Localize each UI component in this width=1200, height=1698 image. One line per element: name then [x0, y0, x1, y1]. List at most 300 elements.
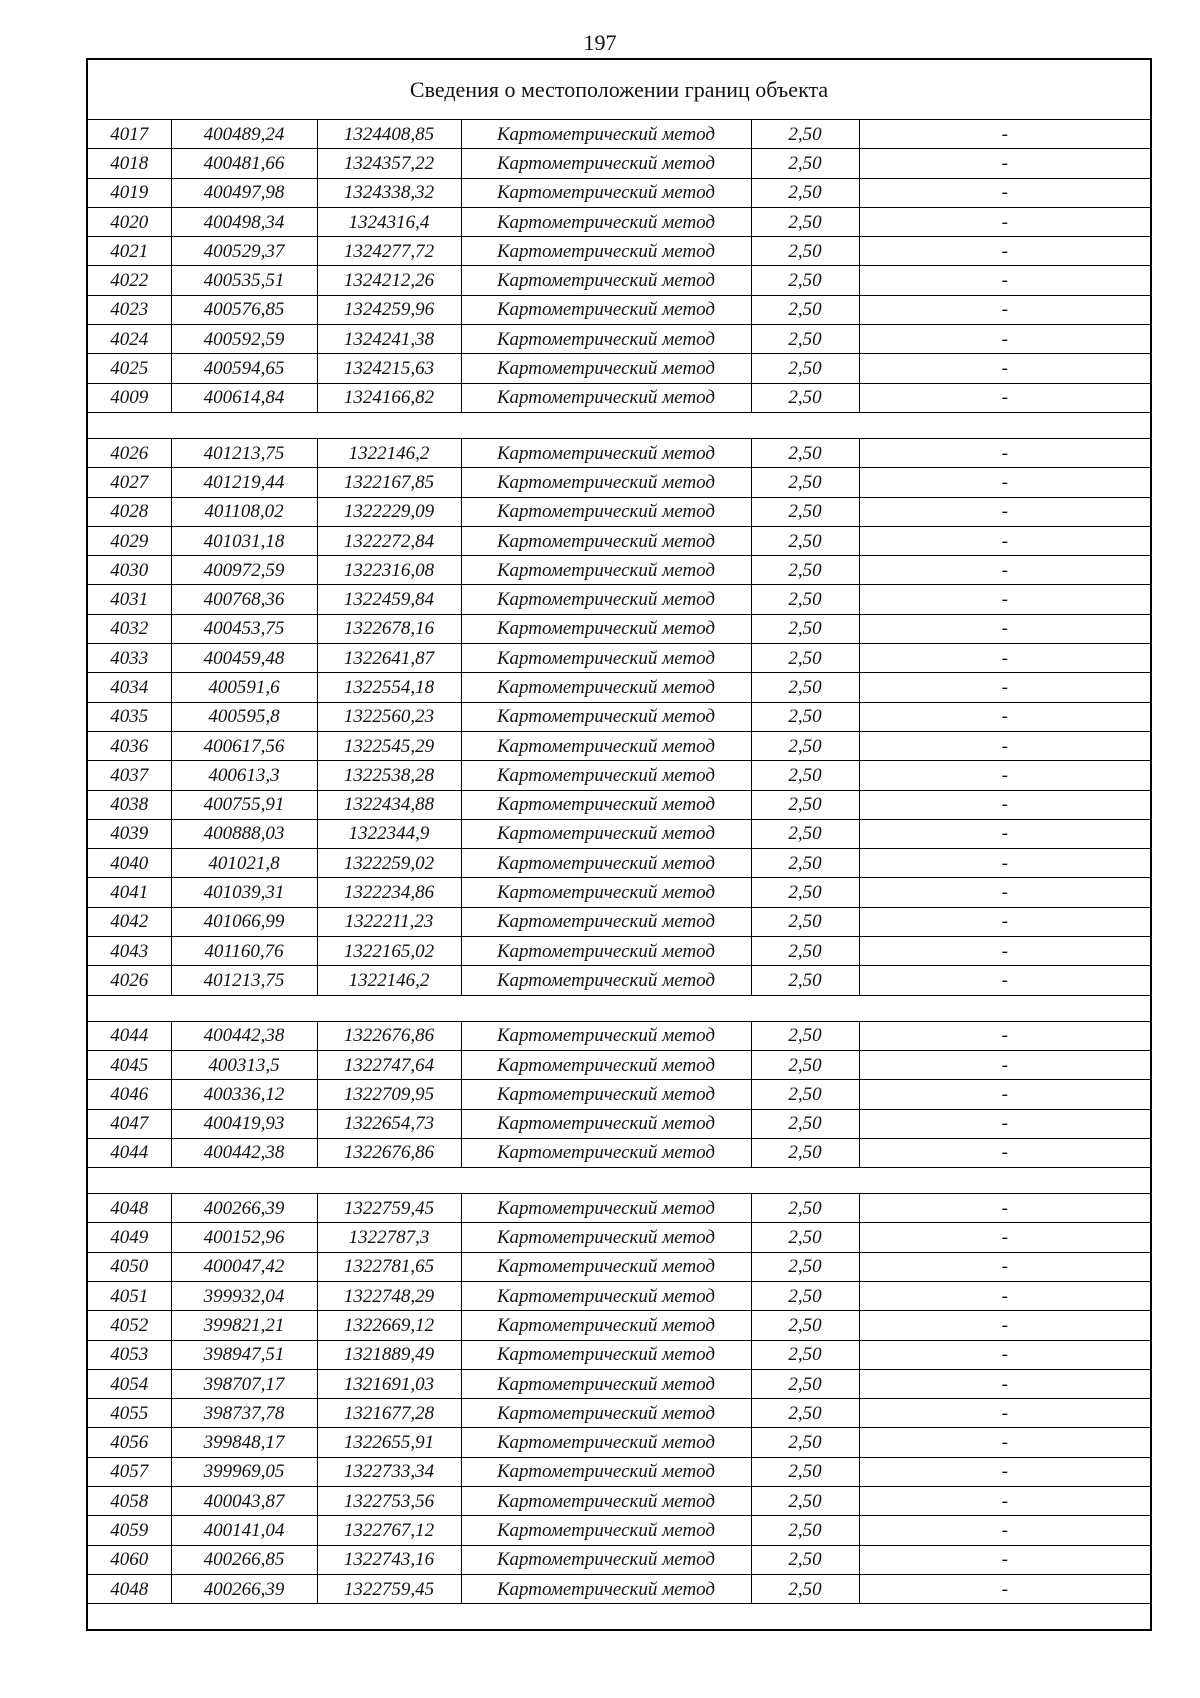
accuracy-cell: 2,50: [751, 149, 859, 178]
method-cell: Картометрический метод: [461, 295, 751, 324]
description-cell: -: [859, 1311, 1151, 1340]
x-coordinate-cell: 401108,02: [171, 497, 317, 526]
accuracy-cell: 2,50: [751, 468, 859, 497]
accuracy-cell: 2,50: [751, 1050, 859, 1079]
x-coordinate-cell: 400336,12: [171, 1080, 317, 1109]
table-row: [87, 1457, 1151, 1486]
table-row: [87, 1109, 1151, 1138]
method-cell: Картометрический метод: [461, 966, 751, 995]
description-cell: -: [859, 1340, 1151, 1369]
point-number-cell: 4031: [87, 585, 171, 614]
point-number-cell: 4059: [87, 1516, 171, 1545]
table-row: [87, 1050, 1151, 1079]
y-coordinate-cell: 1322211,23: [317, 907, 461, 936]
table-row: [87, 295, 1151, 324]
description-cell: -: [859, 497, 1151, 526]
group-separator-row: [87, 995, 1151, 1021]
x-coordinate-cell: 400043,87: [171, 1487, 317, 1516]
point-number-cell: 4046: [87, 1080, 171, 1109]
table-row: [87, 673, 1151, 702]
point-number-cell: 4040: [87, 849, 171, 878]
x-coordinate-cell: 400529,37: [171, 237, 317, 266]
description-cell: -: [859, 383, 1151, 412]
x-coordinate-cell: 400768,36: [171, 585, 317, 614]
table-title: Сведения о местоположении границ объекта: [87, 59, 1151, 120]
y-coordinate-cell: 1322167,85: [317, 468, 461, 497]
accuracy-cell: 2,50: [751, 1457, 859, 1486]
table-row: [87, 497, 1151, 526]
description-cell: -: [859, 1574, 1151, 1603]
table-row: [87, 819, 1151, 848]
description-cell: -: [859, 526, 1151, 555]
method-cell: Картометрический метод: [461, 1574, 751, 1603]
y-coordinate-cell: 1324408,85: [317, 120, 461, 149]
table-row: [87, 556, 1151, 585]
x-coordinate-cell: 400617,56: [171, 731, 317, 760]
y-coordinate-cell: 1324259,96: [317, 295, 461, 324]
method-cell: Картометрический метод: [461, 614, 751, 643]
point-number-cell: 4037: [87, 761, 171, 790]
table-row: [87, 354, 1151, 383]
description-cell: -: [859, 1021, 1151, 1050]
method-cell: Картометрический метод: [461, 1109, 751, 1138]
method-cell: Картометрический метод: [461, 585, 751, 614]
table-row: [87, 237, 1151, 266]
method-cell: Картометрический метод: [461, 1138, 751, 1167]
y-coordinate-cell: 1322146,2: [317, 966, 461, 995]
description-cell: -: [859, 1399, 1151, 1428]
method-cell: Картометрический метод: [461, 1487, 751, 1516]
x-coordinate-cell: 400592,59: [171, 325, 317, 354]
x-coordinate-cell: 399969,05: [171, 1457, 317, 1486]
x-coordinate-cell: 400591,6: [171, 673, 317, 702]
empty-separator-cell: [87, 1604, 1151, 1631]
method-cell: Картометрический метод: [461, 819, 751, 848]
point-number-cell: 4024: [87, 325, 171, 354]
description-cell: -: [859, 1281, 1151, 1310]
description-cell: -: [859, 585, 1151, 614]
description-cell: -: [859, 790, 1151, 819]
point-number-cell: 4043: [87, 937, 171, 966]
point-number-cell: 4049: [87, 1223, 171, 1252]
x-coordinate-cell: 400576,85: [171, 295, 317, 324]
point-number-cell: 4009: [87, 383, 171, 412]
y-coordinate-cell: 1322165,02: [317, 937, 461, 966]
accuracy-cell: 2,50: [751, 178, 859, 207]
description-cell: -: [859, 1194, 1151, 1223]
point-number-cell: 4055: [87, 1399, 171, 1428]
y-coordinate-cell: 1322545,29: [317, 731, 461, 760]
method-cell: Картометрический метод: [461, 1050, 751, 1079]
point-number-cell: 4036: [87, 731, 171, 760]
accuracy-cell: 2,50: [751, 1252, 859, 1281]
table-row: [87, 207, 1151, 236]
accuracy-cell: 2,50: [751, 849, 859, 878]
point-number-cell: 4019: [87, 178, 171, 207]
description-cell: -: [859, 1138, 1151, 1167]
table-row: [87, 383, 1151, 412]
table-row: [87, 937, 1151, 966]
x-coordinate-cell: 398947,51: [171, 1340, 317, 1369]
accuracy-cell: 2,50: [751, 1281, 859, 1310]
y-coordinate-cell: 1324241,38: [317, 325, 461, 354]
method-cell: Картометрический метод: [461, 556, 751, 585]
description-cell: -: [859, 1109, 1151, 1138]
point-number-cell: 4051: [87, 1281, 171, 1310]
accuracy-cell: 2,50: [751, 1574, 859, 1603]
method-cell: Картометрический метод: [461, 1516, 751, 1545]
method-cell: Картометрический метод: [461, 937, 751, 966]
group-separator-row: [87, 412, 1151, 438]
table-row: [87, 325, 1151, 354]
method-cell: Картометрический метод: [461, 1545, 751, 1574]
y-coordinate-cell: 1322538,28: [317, 761, 461, 790]
table-row: [87, 702, 1151, 731]
y-coordinate-cell: 1324277,72: [317, 237, 461, 266]
y-coordinate-cell: 1322676,86: [317, 1021, 461, 1050]
x-coordinate-cell: 400614,84: [171, 383, 317, 412]
y-coordinate-cell: 1322560,23: [317, 702, 461, 731]
y-coordinate-cell: 1321889,49: [317, 1340, 461, 1369]
table-row: [87, 907, 1151, 936]
description-cell: -: [859, 1516, 1151, 1545]
description-cell: -: [859, 673, 1151, 702]
x-coordinate-cell: 401213,75: [171, 966, 317, 995]
x-coordinate-cell: 398707,17: [171, 1369, 317, 1398]
y-coordinate-cell: 1324338,32: [317, 178, 461, 207]
point-number-cell: 4026: [87, 438, 171, 467]
method-cell: Картометрический метод: [461, 468, 751, 497]
table-row: [87, 1021, 1151, 1050]
x-coordinate-cell: 401213,75: [171, 438, 317, 467]
y-coordinate-cell: 1324357,22: [317, 149, 461, 178]
x-coordinate-cell: 400888,03: [171, 819, 317, 848]
method-cell: Картометрический метод: [461, 673, 751, 702]
accuracy-cell: 2,50: [751, 1487, 859, 1516]
accuracy-cell: 2,50: [751, 966, 859, 995]
method-cell: Картометрический метод: [461, 1021, 751, 1050]
point-number-cell: 4039: [87, 819, 171, 848]
accuracy-cell: 2,50: [751, 1138, 859, 1167]
table-row: [87, 526, 1151, 555]
table-row: [87, 585, 1151, 614]
y-coordinate-cell: 1322316,08: [317, 556, 461, 585]
table-row: [87, 1545, 1151, 1574]
x-coordinate-cell: 400498,34: [171, 207, 317, 236]
x-coordinate-cell: 400266,39: [171, 1194, 317, 1223]
y-coordinate-cell: 1321691,03: [317, 1369, 461, 1398]
accuracy-cell: 2,50: [751, 702, 859, 731]
method-cell: Картометрический метод: [461, 266, 751, 295]
table-row: [87, 644, 1151, 673]
x-coordinate-cell: 400047,42: [171, 1252, 317, 1281]
table-row: [87, 790, 1151, 819]
accuracy-cell: 2,50: [751, 1021, 859, 1050]
point-number-cell: 4042: [87, 907, 171, 936]
table-row: [87, 468, 1151, 497]
accuracy-cell: 2,50: [751, 585, 859, 614]
table-row: [87, 1340, 1151, 1369]
x-coordinate-cell: 400595,8: [171, 702, 317, 731]
y-coordinate-cell: 1322654,73: [317, 1109, 461, 1138]
accuracy-cell: 2,50: [751, 1194, 859, 1223]
table-row: [87, 1194, 1151, 1223]
point-number-cell: 4018: [87, 149, 171, 178]
description-cell: -: [859, 1457, 1151, 1486]
description-cell: -: [859, 819, 1151, 848]
method-cell: Картометрический метод: [461, 207, 751, 236]
method-cell: Картометрический метод: [461, 644, 751, 673]
description-cell: -: [859, 149, 1151, 178]
point-number-cell: 4052: [87, 1311, 171, 1340]
y-coordinate-cell: 1322434,88: [317, 790, 461, 819]
table-row: [87, 149, 1151, 178]
method-cell: Картометрический метод: [461, 1428, 751, 1457]
accuracy-cell: 2,50: [751, 673, 859, 702]
y-coordinate-cell: 1322641,87: [317, 644, 461, 673]
table-row: [87, 731, 1151, 760]
point-number-cell: 4022: [87, 266, 171, 295]
point-number-cell: 4044: [87, 1021, 171, 1050]
y-coordinate-cell: 1322272,84: [317, 526, 461, 555]
accuracy-cell: 2,50: [751, 237, 859, 266]
description-cell: -: [859, 614, 1151, 643]
y-coordinate-cell: 1322234,86: [317, 878, 461, 907]
method-cell: Картометрический метод: [461, 1281, 751, 1310]
accuracy-cell: 2,50: [751, 556, 859, 585]
description-cell: -: [859, 702, 1151, 731]
y-coordinate-cell: 1321677,28: [317, 1399, 461, 1428]
description-cell: -: [859, 266, 1151, 295]
method-cell: Картометрический метод: [461, 731, 751, 760]
y-coordinate-cell: 1322459,84: [317, 585, 461, 614]
accuracy-cell: 2,50: [751, 1428, 859, 1457]
table-row: [87, 1399, 1151, 1428]
table-row: [87, 614, 1151, 643]
y-coordinate-cell: 1322709,95: [317, 1080, 461, 1109]
description-cell: -: [859, 1223, 1151, 1252]
x-coordinate-cell: 400313,5: [171, 1050, 317, 1079]
point-number-cell: 4041: [87, 878, 171, 907]
method-cell: Картометрический метод: [461, 438, 751, 467]
x-coordinate-cell: 400152,96: [171, 1223, 317, 1252]
y-coordinate-cell: 1322676,86: [317, 1138, 461, 1167]
description-cell: -: [859, 438, 1151, 467]
y-coordinate-cell: 1324212,26: [317, 266, 461, 295]
method-cell: Картометрический метод: [461, 1311, 751, 1340]
group-separator-row: [87, 1168, 1151, 1194]
method-cell: Картометрический метод: [461, 849, 751, 878]
accuracy-cell: 2,50: [751, 907, 859, 936]
accuracy-cell: 2,50: [751, 354, 859, 383]
x-coordinate-cell: 400442,38: [171, 1021, 317, 1050]
x-coordinate-cell: 400489,24: [171, 120, 317, 149]
table-row: [87, 761, 1151, 790]
point-number-cell: 4017: [87, 120, 171, 149]
x-coordinate-cell: 401219,44: [171, 468, 317, 497]
method-cell: Картометрический метод: [461, 1399, 751, 1428]
table-row: [87, 966, 1151, 995]
table-row: [87, 878, 1151, 907]
y-coordinate-cell: 1322229,09: [317, 497, 461, 526]
y-coordinate-cell: 1322787,3: [317, 1223, 461, 1252]
point-number-cell: 4021: [87, 237, 171, 266]
x-coordinate-cell: 399932,04: [171, 1281, 317, 1310]
accuracy-cell: 2,50: [751, 1516, 859, 1545]
method-cell: Картометрический метод: [461, 237, 751, 266]
y-coordinate-cell: 1324316,4: [317, 207, 461, 236]
x-coordinate-cell: 400459,48: [171, 644, 317, 673]
table-row: [87, 1138, 1151, 1167]
y-coordinate-cell: 1322259,02: [317, 849, 461, 878]
x-coordinate-cell: 400266,39: [171, 1574, 317, 1603]
table-row: [87, 849, 1151, 878]
description-cell: -: [859, 295, 1151, 324]
y-coordinate-cell: 1322554,18: [317, 673, 461, 702]
point-number-cell: 4038: [87, 790, 171, 819]
method-cell: Картометрический метод: [461, 120, 751, 149]
y-coordinate-cell: 1322655,91: [317, 1428, 461, 1457]
table-row: [87, 1574, 1151, 1603]
x-coordinate-cell: 400266,85: [171, 1545, 317, 1574]
accuracy-cell: 2,50: [751, 790, 859, 819]
point-number-cell: 4033: [87, 644, 171, 673]
table-row: [87, 1311, 1151, 1340]
accuracy-cell: 2,50: [751, 438, 859, 467]
point-number-cell: 4047: [87, 1109, 171, 1138]
x-coordinate-cell: 400141,04: [171, 1516, 317, 1545]
y-coordinate-cell: 1322146,2: [317, 438, 461, 467]
description-cell: -: [859, 1428, 1151, 1457]
y-coordinate-cell: 1322767,12: [317, 1516, 461, 1545]
y-coordinate-cell: 1322678,16: [317, 614, 461, 643]
point-number-cell: 4048: [87, 1574, 171, 1603]
y-coordinate-cell: 1322733,34: [317, 1457, 461, 1486]
accuracy-cell: 2,50: [751, 1080, 859, 1109]
description-cell: -: [859, 1252, 1151, 1281]
description-cell: -: [859, 1545, 1151, 1574]
method-cell: Картометрический метод: [461, 1340, 751, 1369]
description-cell: -: [859, 325, 1151, 354]
point-number-cell: 4058: [87, 1487, 171, 1516]
description-cell: -: [859, 907, 1151, 936]
table-body: [87, 59, 1151, 1630]
point-number-cell: 4035: [87, 702, 171, 731]
description-cell: -: [859, 878, 1151, 907]
description-cell: -: [859, 178, 1151, 207]
table-row: [87, 1223, 1151, 1252]
method-cell: Картометрический метод: [461, 1369, 751, 1398]
y-coordinate-cell: 1322344,9: [317, 819, 461, 848]
empty-separator-cell: [87, 995, 1151, 1021]
y-coordinate-cell: 1322753,56: [317, 1487, 461, 1516]
table-row: [87, 1487, 1151, 1516]
table-title-row: [87, 59, 1151, 120]
method-cell: Картометрический метод: [461, 383, 751, 412]
point-number-cell: 4026: [87, 966, 171, 995]
table-row: [87, 1428, 1151, 1457]
accuracy-cell: 2,50: [751, 1109, 859, 1138]
x-coordinate-cell: 400613,3: [171, 761, 317, 790]
point-number-cell: 4044: [87, 1138, 171, 1167]
description-cell: -: [859, 731, 1151, 760]
accuracy-cell: 2,50: [751, 266, 859, 295]
x-coordinate-cell: 401031,18: [171, 526, 317, 555]
description-cell: -: [859, 1369, 1151, 1398]
method-cell: Картометрический метод: [461, 354, 751, 383]
accuracy-cell: 2,50: [751, 1369, 859, 1398]
y-coordinate-cell: 1322759,45: [317, 1194, 461, 1223]
accuracy-cell: 2,50: [751, 295, 859, 324]
x-coordinate-cell: 400594,65: [171, 354, 317, 383]
point-number-cell: 4020: [87, 207, 171, 236]
accuracy-cell: 2,50: [751, 761, 859, 790]
y-coordinate-cell: 1322781,65: [317, 1252, 461, 1281]
point-number-cell: 4060: [87, 1545, 171, 1574]
description-cell: -: [859, 1080, 1151, 1109]
x-coordinate-cell: 401021,8: [171, 849, 317, 878]
method-cell: Картометрический метод: [461, 325, 751, 354]
description-cell: -: [859, 120, 1151, 149]
method-cell: Картометрический метод: [461, 497, 751, 526]
accuracy-cell: 2,50: [751, 937, 859, 966]
x-coordinate-cell: 401066,99: [171, 907, 317, 936]
point-number-cell: 4045: [87, 1050, 171, 1079]
method-cell: Картометрический метод: [461, 702, 751, 731]
point-number-cell: 4048: [87, 1194, 171, 1223]
description-cell: -: [859, 966, 1151, 995]
point-number-cell: 4057: [87, 1457, 171, 1486]
group-separator-row: [87, 1604, 1151, 1631]
empty-separator-cell: [87, 1168, 1151, 1194]
x-coordinate-cell: 399848,17: [171, 1428, 317, 1457]
description-cell: -: [859, 1050, 1151, 1079]
point-number-cell: 4032: [87, 614, 171, 643]
description-cell: -: [859, 237, 1151, 266]
table-row: [87, 1281, 1151, 1310]
point-number-cell: 4034: [87, 673, 171, 702]
x-coordinate-cell: 400481,66: [171, 149, 317, 178]
boundary-coordinates-table: [86, 58, 1152, 1631]
accuracy-cell: 2,50: [751, 120, 859, 149]
x-coordinate-cell: 400497,98: [171, 178, 317, 207]
point-number-cell: 4023: [87, 295, 171, 324]
method-cell: Картометрический метод: [461, 149, 751, 178]
accuracy-cell: 2,50: [751, 1311, 859, 1340]
accuracy-cell: 2,50: [751, 1545, 859, 1574]
y-coordinate-cell: 1322743,16: [317, 1545, 461, 1574]
accuracy-cell: 2,50: [751, 497, 859, 526]
accuracy-cell: 2,50: [751, 819, 859, 848]
x-coordinate-cell: 400535,51: [171, 266, 317, 295]
y-coordinate-cell: 1324215,63: [317, 354, 461, 383]
description-cell: -: [859, 937, 1151, 966]
description-cell: -: [859, 1487, 1151, 1516]
x-coordinate-cell: 400419,93: [171, 1109, 317, 1138]
x-coordinate-cell: 400442,38: [171, 1138, 317, 1167]
point-number-cell: 4053: [87, 1340, 171, 1369]
accuracy-cell: 2,50: [751, 644, 859, 673]
x-coordinate-cell: 399821,21: [171, 1311, 317, 1340]
point-number-cell: 4056: [87, 1428, 171, 1457]
method-cell: Картометрический метод: [461, 1080, 751, 1109]
method-cell: Картометрический метод: [461, 1194, 751, 1223]
description-cell: -: [859, 644, 1151, 673]
accuracy-cell: 2,50: [751, 207, 859, 236]
y-coordinate-cell: 1322747,64: [317, 1050, 461, 1079]
method-cell: Картометрический метод: [461, 1223, 751, 1252]
accuracy-cell: 2,50: [751, 614, 859, 643]
